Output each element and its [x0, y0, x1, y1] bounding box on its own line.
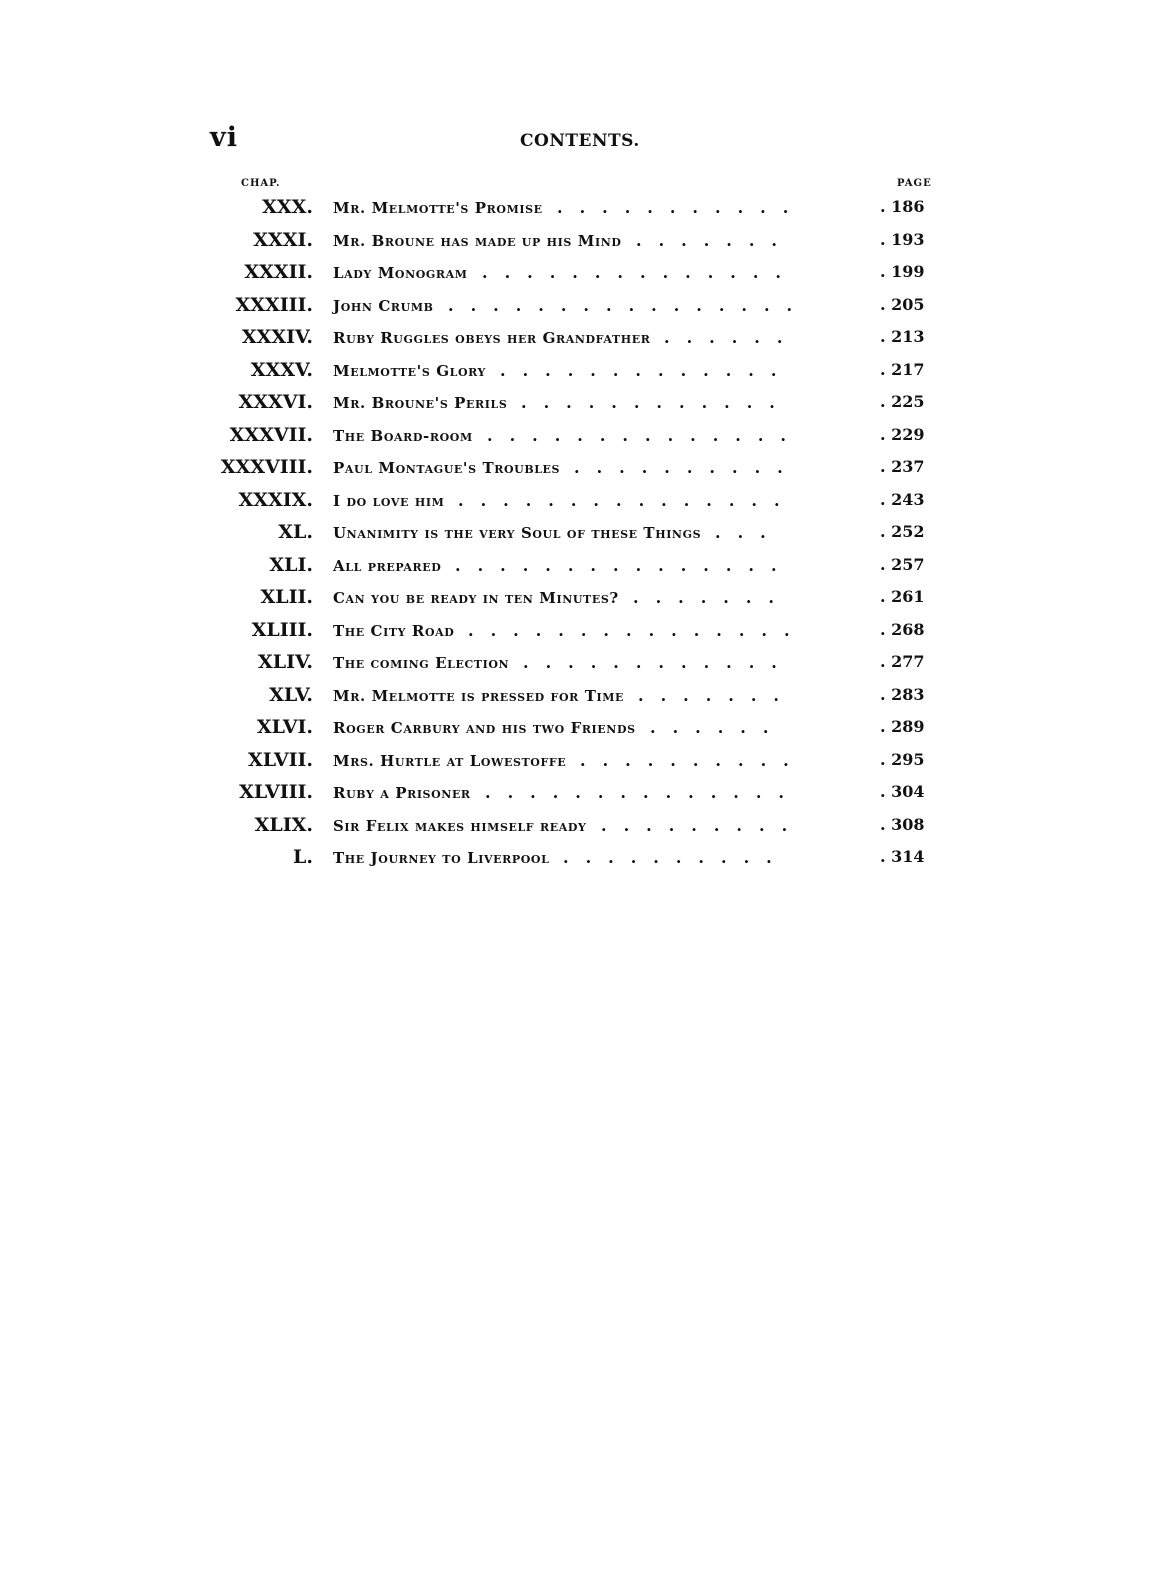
chapter-number: XXXIX. [238, 488, 313, 511]
page-ref: . 295 [880, 749, 925, 769]
chapter-number: XXX. [262, 196, 313, 218]
dot-leader: ....... [636, 230, 794, 250]
page-title: CONTENTS. [520, 131, 640, 151]
dot-leader: ............... [458, 490, 797, 510]
chapter-number: L. [293, 846, 313, 868]
chapter-title: Mr. Broune has made up his Mind [333, 231, 622, 250]
toc-entry [0, 519, 1163, 552]
chapter-title: All prepared [333, 556, 442, 575]
chapter-title: Unanimity is the very Soul of these Things [333, 524, 702, 542]
toc-entry [0, 389, 1163, 422]
toc-entry [0, 292, 1163, 325]
page-ref: . 186 [880, 197, 925, 216]
toc-entry [0, 812, 1163, 845]
dot-leader: ............... [468, 620, 807, 640]
chapter-title: The Board-room [333, 426, 473, 445]
toc-entry [0, 227, 1163, 260]
chapter-number: XLVI. [256, 716, 313, 738]
page-ref: . 213 [880, 327, 925, 346]
page-ref: . 308 [880, 814, 925, 834]
dot-leader: ............ [523, 653, 794, 672]
chapter-title: Mrs. Hurtle at Lowestoffe [333, 751, 567, 770]
dot-leader: .......... [563, 848, 789, 867]
chapter-number: XLIV. [257, 651, 313, 673]
chapter-title: Mr. Broune's Perils [333, 394, 508, 412]
chapter-title: Sir Felix makes himself ready [333, 816, 587, 835]
toc-entry [0, 682, 1163, 715]
dot-leader: ......... [601, 815, 805, 835]
page-ref: . 229 [880, 424, 925, 444]
page-ref: . 225 [880, 392, 925, 411]
chapter-title: Can you be ready in ten Minutes? [333, 589, 619, 607]
chapter-number: XLIX. [254, 813, 313, 836]
chapter-number: XXXVIII. [220, 456, 313, 478]
toc-entry [0, 779, 1163, 812]
page-ref: . 277 [880, 652, 925, 671]
page-ref: . 193 [880, 229, 925, 249]
dot-leader: ................ [448, 295, 810, 315]
page-ref: . 205 [880, 294, 925, 314]
toc-entry [0, 487, 1163, 520]
chapter-number: XLII. [260, 586, 313, 608]
toc-entry [0, 844, 1163, 877]
chapter-number: XXXIV. [241, 326, 313, 348]
dot-leader: ............. [500, 360, 794, 380]
chapter-title: Mr. Melmotte is pressed for Time [333, 686, 624, 705]
page-ref: . 283 [880, 684, 925, 704]
chapter-title: The Journey to Liverpool [333, 849, 550, 867]
chapter-title: John Crumb [333, 296, 434, 315]
dot-leader: .............. [487, 425, 803, 445]
toc-entry [0, 617, 1163, 650]
page-ref: . 252 [880, 522, 925, 541]
chapter-number: XLVIII. [239, 781, 313, 803]
dot-leader: .............. [482, 263, 798, 282]
dot-leader: .......... [574, 458, 800, 477]
toc-entry [0, 422, 1163, 455]
page-ref: . 314 [880, 847, 925, 866]
chapter-title: Roger Carbury and his two Friends [333, 719, 636, 737]
page-ref: . 237 [880, 457, 925, 476]
toc-entry [0, 259, 1163, 292]
chapter-title: Ruby Ruggles obeys her Grandfather [333, 329, 651, 347]
dot-leader: .......... [580, 750, 806, 770]
chapter-number: XXXVI. [238, 391, 313, 413]
dot-leader: ............... [455, 555, 794, 575]
page-ref: . 268 [880, 619, 925, 639]
toc-entry [0, 649, 1163, 682]
dot-leader: ........... [557, 198, 806, 217]
toc-entry [0, 747, 1163, 780]
chapter-title: Melmotte's Glory [333, 361, 486, 380]
chapter-title: The City Road [333, 621, 455, 640]
chapter-number: XLV. [269, 683, 313, 706]
toc-entry [0, 552, 1163, 585]
page-ref: . 289 [880, 717, 925, 736]
toc-entry [0, 454, 1163, 487]
chapter-number: XLIII. [251, 618, 313, 641]
chapter-title: Mr. Melmotte's Promise [333, 199, 543, 217]
chapter-title: I do love him [333, 491, 445, 510]
table-of-contents [0, 194, 1163, 877]
toc-entry [0, 324, 1163, 357]
page-ref: . 261 [880, 587, 925, 606]
chapter-title: The coming Election [333, 654, 510, 672]
dot-leader: ... [715, 523, 783, 542]
toc-entry [0, 357, 1163, 390]
chapter-number: XXXI. [253, 228, 313, 251]
dot-leader: ....... [638, 685, 796, 705]
chapter-number: XXXVII. [229, 423, 313, 446]
dot-leader: ...... [650, 718, 786, 737]
page-number: vi [210, 122, 238, 153]
dot-leader: .............. [485, 783, 801, 802]
chapter-column-label: CHAP. [241, 178, 281, 189]
chapter-title: Paul Montague's Troubles [333, 459, 561, 477]
chapter-number: XXXII. [244, 261, 313, 283]
chapter-number: XXXIII. [235, 293, 313, 316]
dot-leader: ...... [664, 328, 800, 347]
page-ref: . 217 [880, 359, 925, 379]
page-ref: . 304 [880, 782, 925, 801]
chapter-title: Lady Monogram [333, 264, 468, 282]
chapter-number: XXXV. [250, 358, 313, 381]
toc-entry [0, 194, 1163, 227]
page-ref: . 243 [880, 489, 925, 509]
chapter-title: Ruby a Prisoner [333, 784, 471, 802]
page-ref: . 257 [880, 554, 925, 574]
dot-leader: ....... [633, 588, 791, 607]
dot-leader: ............ [521, 393, 792, 412]
page-ref: . 199 [880, 262, 925, 281]
chapter-number: XL. [278, 521, 313, 543]
page-column-label: PAGE [897, 178, 932, 189]
toc-entry [0, 714, 1163, 747]
toc-entry [0, 584, 1163, 617]
chapter-number: XLVII. [248, 748, 313, 771]
chapter-number: XLI. [269, 553, 313, 576]
